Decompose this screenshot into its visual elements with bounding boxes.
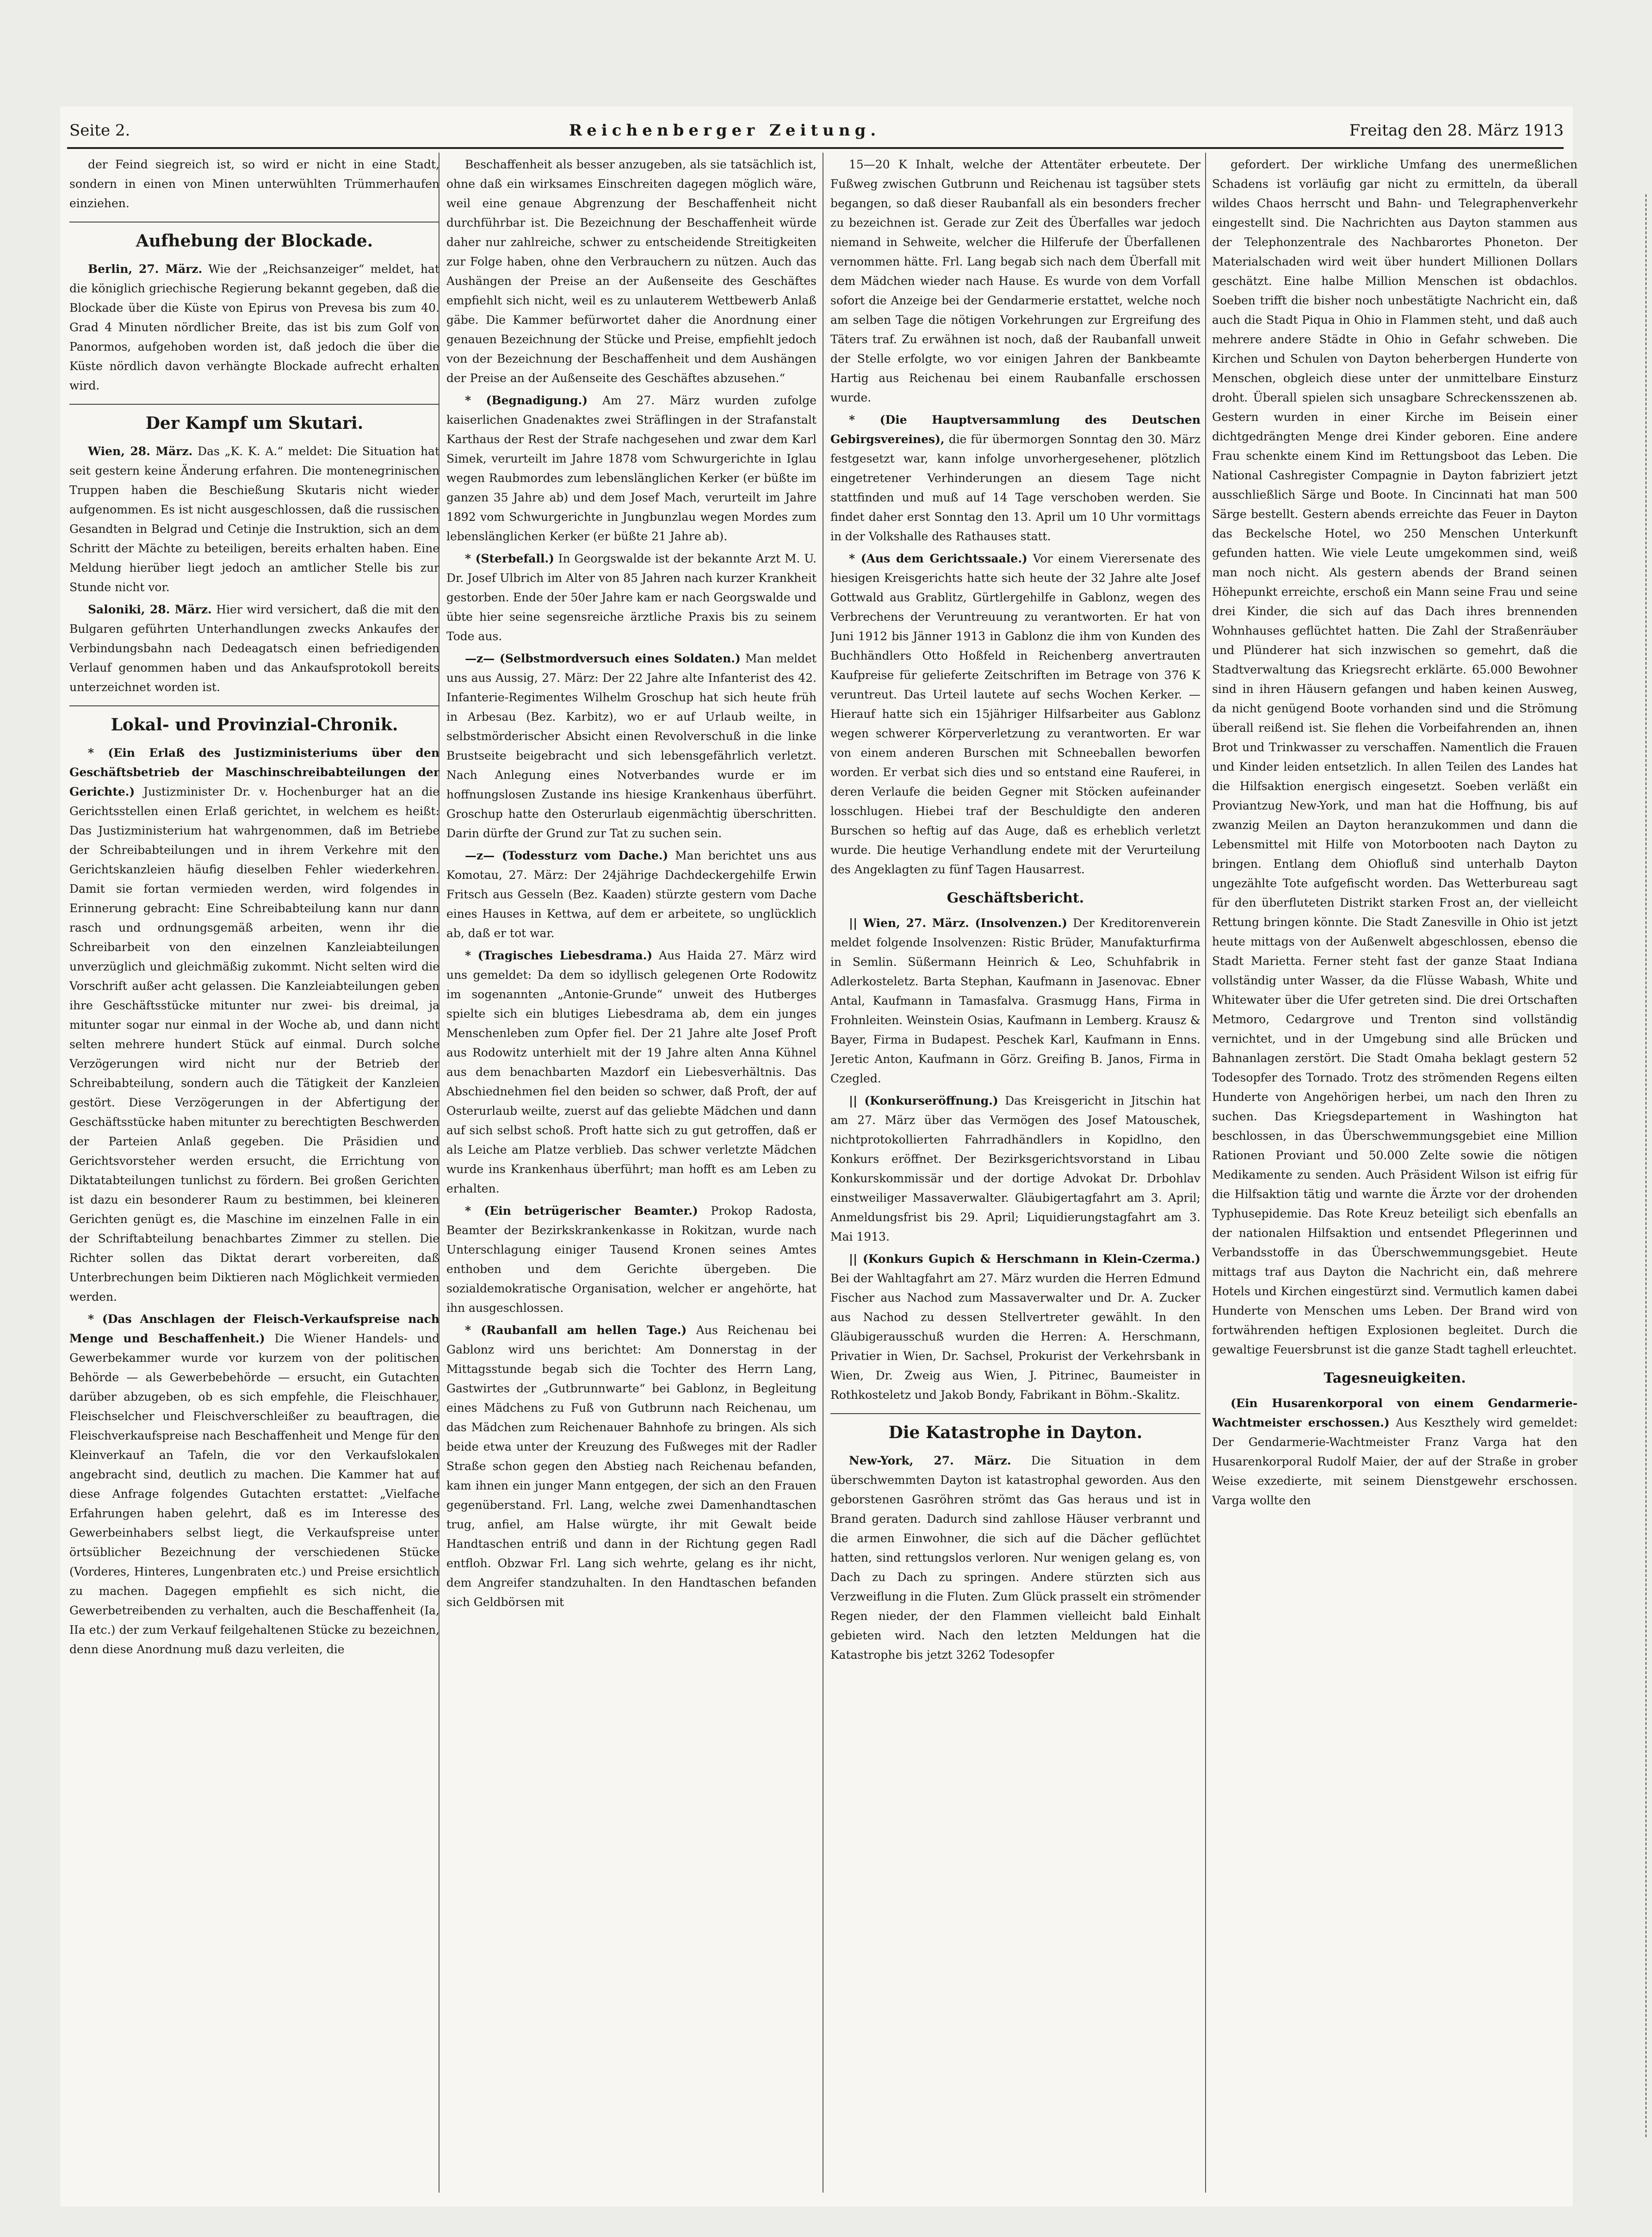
article-section (69, 155, 439, 213)
paragraph-text: Die Wiener Handels- und Gewerbekammer wurde vor kurzem von der politischen Behörde — als Gewerbebehörde — ersucht, ein Gutachten darüber abzugeben, ob es sich empfehle, die Fleischhauer, Fleischselcher und Fleischverschleißer zu beauftragen, die Fleischverkaufspreise nach Beschaffenheit und Menge für den Kleinverkauf an Tafeln, die vor den Verkaufslokalen angebracht sind, deutlich zu machen. Die Kammer hat auf diese Anfrage folgendes Gutachten erstattet: „Vielfache Erfahrungen haben gelehrt, daß es im Interesse des Gewerbeinhabers selbst liegt, die Verkaufspreise unter örtsüblicher Bezeichnung der verschiedenen Stücke (Vorderes, Hinteres, Lungenbraten etc.) und Preise ersichtlich zu machen. Dagegen empfiehlt es sich nicht, die Gewerbetreibenden zu verhalten, auch die Beschaffenheit (Ia, IIa etc.) der zum Verkauf feilgehaltenen Stücke zu bezeichnen, denn diese Anordnung muß dazu verleiten, die (69, 1332, 439, 1656)
paragraph-text: Justizminister Dr. v. Hochenburger hat an die Gerichtsstellen einen Erlaß gerichtet, in welchem es heißt: Das Justizministerium hat wahrgenommen, daß im Betriebe der Schreibabteilungen und in ihrem Verkehre mit den Gerichtskanzleien häufig dieselben Fehler wiederkehren. Damit sie fortan vermieden werden, wird folgendes in Erinnerung gebracht: Eine Schreibabteilung kann nur dann rasch und ordnungsgemäß arbeiten, wenn ihr die Schreibarbeit von den einzelnen Kanzleiabteilungen unverzüglich und gleichmäßig zukommt. Nicht selten wird die Vorschrift außer acht gelassen. Die Kanzleiabteilungen geben ihre Geschäftsstücke mitunter nur zwei- bis dreimal, ja mitunter sogar nur einmal in der Woche ab, und dann nicht selten mehrere hundert Stück auf einmal. Durch solche Verzögerungen wird nicht nur der Betrieb der Schreibabteilung, sondern auch die Tätigkeit der Kanzleien gestört. Diese Verzögerungen in der Abfertigung der Geschäftsstücke haben mitunter zu berechtigten Beschwerden der Parteien Anlaß gegeben. Die Präsidien und Gerichtsvorsteher werden ersucht, die Errichtung von Diktatabteilungen tunlichst zu fördern. Bei großen Gerichten ist dazu ein besonderer Raum zu bestimmen, bei kleineren Gerichten genügt es, die Maschine im einzelnen Falle in ein der Schriftabteilung benachbartes Zimmer zu stellen. Die Richter sollen das Diktat derart vorbereiten, daß Unterbrechungen beim Diktieren nach Möglichkeit vermieden werden. (69, 785, 439, 1304)
article-paragraph (830, 914, 1200, 1088)
article-paragraph (830, 410, 1200, 546)
paragraph-text: Hier wird versichert, daß die mit den Bulgaren geführten Unterhandlungen zwecks Ankaufes der Verbindungsbahn nach Dedeagatsch einen befriedigenden Verlauf genommen haben und das Ankaufsprotokoll bereits unterzeichnet worden ist. (69, 603, 439, 694)
article-section (1212, 1368, 1578, 1510)
fold-edge (1646, 194, 1652, 2137)
paragraph-lead: * (Tragisches Liebesdrama.) (465, 949, 653, 962)
paragraph-lead: * (Die Hauptversammlung des Deutschen Gebirgsvereines), (830, 413, 1200, 446)
paragraph-text: der Feind siegreich ist, so wird er nicht in eine Stadt, sondern in einen von Minen unterwühlten Trümmerhaufen einziehen. (69, 158, 439, 210)
paragraph-text: Das Kreisgericht in Jitschin hat am 27. März über das Vermögen des Josef Matouschek, nichtprotokollierten Fahrradhändlers in Kopidlno, den Konkurs eröffnet. Der Bezirksgerichtsvorstand in Libau Konkurskommissär und der dortige Advokat Dr. Drbohlav einstweiliger Massaverwalter. Gläubigertagfahrt am 3. April; Anmeldungsfrist bis 29. April; Liquidierungstagfahrt am 3. Mai 1913. (830, 1094, 1200, 1243)
article-paragraph (69, 155, 439, 213)
article-paragraph (69, 743, 439, 1307)
article-paragraph (830, 1451, 1200, 1665)
paragraph-text: Beschaffenheit als besser anzugeben, als sie tatsächlich ist, ohne daß ein wirksames Einschreiten dagegen möglich wäre, weil eine genaue Abgrenzung der Beschaffenheit nicht durchführbar ist. Die Bezeichnung der Beschaffenheit würde daher nur zahlreiche, schwer zu entscheidende Streitigkeiten zur Folge haben, ohne den Verbrauchern zu nützen. Auch das Aushängen der Preise an der Außenseite des Geschäftes empfiehlt sich nicht, weil es zu unlauterem Wettbewerb Anlaß gäbe. Die Kammer befürwortet daher die Anordnung einer genauen Bezeichnung der Stücke und Preise, empfiehlt jedoch von der Bezeichnung der Beschaffenheit und dem Aushängen der Preise an der Außenseite des Geschäftes abzusehen.“ (446, 158, 817, 385)
section-heading: Die Katastrophe in Dayton. (830, 1413, 1200, 1446)
article-section (446, 155, 817, 1612)
issue-date: Freitag den 28. März 1913 (1349, 121, 1564, 140)
paragraph-text: Wie der „Reichsanzeiger“ meldet, hat die königlich griechische Regierung bekannt gegeben, daß die Blockade über die Küste von Epirus von Prevesa bis zum 40. Grad 4 Minuten nördlicher Breite, das ist bis zum Golf von Panormos, aufgehoben worden ist, daß jedoch die über die Küste nördlich davon verhängte Blockade aufrecht erhalten wird. (69, 262, 439, 392)
paragraph-lead: * (Ein Erlaß des Justizministeriums über den Geschäftsbetrieb der Maschinschreibabteilungen der Gerichte.) (69, 746, 439, 798)
column-4 (1212, 155, 1578, 2190)
column-2 (446, 155, 817, 2190)
article-paragraph (830, 1249, 1200, 1405)
paragraph-lead: || Wien, 27. März. (Insolvenzen.) (849, 916, 1068, 930)
paragraph-text: Prokop Radosta, Beamter der Bezirkskrankenkasse in Rokitzan, wurde nach Unterschlagung einiger Tausend Kronen seines Amtes enthoben und dem Gerichte übergeben. Die sozialdemokratische Organisation, welcher er angehörte, hat ihn ausgeschlossen. (446, 1204, 817, 1315)
article-section (69, 222, 439, 395)
paragraph-lead: * (Aus dem Gerichtssaale.) (849, 552, 1027, 565)
article-paragraph (830, 549, 1200, 879)
column-1 (69, 155, 439, 2190)
section-heading: Aufhebung der Blockade. (69, 222, 439, 255)
paragraph-text: 15—20 K Inhalt, welche der Attentäter erbeutete. Der Fußweg zwischen Gutbrunn und Reichenau ist tagsüber stets begangen, so daß dieser Raubanfall als ein besonders frecher zu bezeichnen ist. Gerade zur Zeit des Überfalles war jedoch niemand in Sehweite, welcher die Hilferufe der Überfallenen vernommen hätte. Frl. Lang begab sich nach dem Überfall mit dem Mädchen wieder nach Hause. Es wurde von dem Vorfall sofort die Anzeige bei der Gendarmerie erstattet, welche noch am selben Tage die nötigen Vorkehrungen zur Ergreifung des Täters traf. Zu erwähnen ist noch, daß der Raubanfall unweit der Stelle erfolgte, wo vor einigen Jahren der Bankbeamte Hartig aus Reichenau bei einem Raubanfalle erschossen wurde. (830, 158, 1200, 404)
paragraph-text: In Georgswalde ist der bekannte Arzt M. U. Dr. Josef Ulbrich im Alter von 85 Jahren nach kurzer Krankheit gestorben. Ende der 50er Jahre kam er nach Georgswalde und übte hier seine segensreiche ärztliche Praxis bis zu seinem Tode aus. (446, 552, 817, 643)
paragraph-lead: Saloniki, 28. März. (88, 603, 212, 616)
paragraph-text: Das „K. K. A.“ meldet: Die Situation hat seit gestern keine Änderung erfahren. Die montenegrinischen Truppen haben die Beschießung Skutaris nicht wieder aufgenommen. Es ist nicht ausgeschlossen, daß die russischen Gesandten in Belgrad und Cetinje die Instruktion, sich an dem Schritt der Mächte zu beteiligen, bereits erhalten haben. Eine Meldung hierüber liegt jedoch an amtlicher Stelle bis zur Stunde nicht vor. (69, 445, 439, 594)
paragraph-lead: || (Konkurs Gupich & Herschmann in Klein-Czerma.) (849, 1252, 1200, 1266)
article-section (1212, 155, 1578, 1360)
article-paragraph (446, 846, 817, 943)
paragraph-text: Vor einem Vierersenate des hiesigen Kreisgerichts hatte sich heute der 32 Jahre alte Josef Gottwald aus Grablitz, Gürtlergehilfe in Gablonz, wegen des Verbrechens der Veruntreuung zu verantworten. Er hat von Juni 1912 bis Jänner 1913 in Gablonz die ihm von Kunden des Buchhändlers Otto Hoßfeld in Reichenberg anvertrauten Kaufpreise für gelieferte Zeitschriften im Betrage von 376 K veruntreut. Das Urteil lautete auf sechs Wochen Kerker. — Hierauf hatte sich ein 15jähriger Hilfsarbeiter aus Gablonz wegen schwerer Körperverletzung zu verantworten. Er war von einem anderen Burschen mit Schneeballen beworfen worden. Er verbat sich dies und so entstand eine Rauferei, in deren Verlaufe die beiden Gegner mit Stöcken aufeinander losschlugen. Hiebei traf der Beschuldigte den anderen Burschen so heftig auf das Auge, daß es erheblich verletzt wurde. Die heutige Verhandlung endete mit der Verurteilung des Angeklagten zu fünf Tagen Hausarrest. (830, 552, 1200, 876)
paragraph-lead: Berlin, 27. März. (88, 262, 203, 276)
paragraph-lead: * (Das Anschlagen der Fleisch-Verkaufspreise nach Menge und Beschaffenheit.) (69, 1312, 439, 1345)
paragraph-text: Aus Haida 27. März wird uns gemeldet: Da dem so idyllisch gelegenen Orte Rodowitz im sogenannten „Antonie-Grunde“ unweit des Hutberges spielte sich ein blutiges Liebesdrama ab, dem ein junges Menschenleben zum Opfer fiel. Der 21 Jahre alte Josef Proft aus Rodowitz unterhielt mit der 19 Jahre alten Anna Kühnel aus dem benachbarten Mazdorf ein Liebesverhältnis. Das Abschiednehmen fiel den beiden so schwer, daß Proft, der auf Osterurlaub weilte, zuerst auf das geliebte Mädchen und dann auf sich selbst schoß. Proft hatte sich zu gut getroffen, daß er als Leiche am Platze verblieb. Das schwer verletzte Mädchen wurde ins Krankenhaus überführt; man hofft es am Leben zu erhalten. (446, 949, 817, 1195)
paragraph-text: Aus Keszthely wird gemeldet: Der Gendarmerie-Wachtmeister Franz Varga hat den Husarenkorporal Rudolf Maier, der auf der Straße in grober Weise exzedierte, mit seinem Dienstgewehr erschossen. Varga wollte den (1212, 1416, 1578, 1507)
paragraph-lead: * (Raubanfall am hellen Tage.) (465, 1323, 687, 1337)
article-paragraph (446, 1321, 817, 1612)
paragraph-lead: * (Ein betrügerischer Beamter.) (465, 1204, 698, 1217)
section-heading: Der Kampf um Skutari. (69, 404, 439, 437)
paragraph-text: Bei der Wahltagfahrt am 27. März wurden die Herren Edmund Fischer aus Nachod zum Massaverwalter und Dr. A. Zucker aus Nachod zu dessen Stellvertreter gewählt. In den Gläubigerausschuß wurden die Herren: A. Herschmann, Privatier in Wien, Dr. Sachsel, Prokurist der Verkehrsbank in Wien, Dr. Zweig aus Wien, J. Pitrinec, Baumeister in Rothkosteletz und Jakob Bondy, Fabrikant in Böhm.-Skalitz. (830, 1272, 1200, 1402)
paragraph-text: gefordert. Der wirkliche Umfang des unermeßlichen Schadens ist vorläufig gar nicht zu ermitteln, da überall wildes Chaos herrscht und Bahn- und Telegraphenverkehr eingestellt sind. Die Nachrichten aus Dayton stammen aus der Telephonzentrale des Nachbarortes Phoneton. Der Materialschaden wird weit über hundert Millionen Dollars geschätzt. Eine halbe Million Menschen ist obdachlos. Soeben trifft die bisher noch unbestätigte Nachricht ein, daß auch die Stadt Piqua in Ohio in Flammen steht, und daß auch mehrere andere Städte in Ohio in Gefahr schweben. Die Kirchen und Schulen von Dayton beherbergen Hunderte von Menschen, obgleich diese unter der unmittelbare Einsturz droht. Überall spielen sich unsagbare Schreckensszenen ab. Gestern wurden in einer Kirche im Beisein einer dichtgedrängten Menge drei Kinder geboren. Eine andere Frau schenkte einem Kind im Rettungsboot das Leben. Die National Cashregister Compagnie in Dayton fabriziert jetzt ausschließlich Särge und Boote. In Cincinnati hat man 500 Särge bestellt. Gestern abends erreichte das Feuer in Dayton das Beckelsche Hotel, wo 250 Menschen Unterkunft gefunden hatten. Wie viele Leute umgekommen sind, weiß man noch nicht. Als gestern abends der Brand seinen Höhepunkt erreichte, erschoß ein Mann seine Frau und seine drei Kinder, die sich auf das Dach ihres brennenden Wohnhauses geflüchtet hatten. Die Zahl der Straßenräuber und Plünderer hat sich inzwischen so gemehrt, daß die Stadtverwaltung das Kriegsrecht erklärte. 65.000 Bewohner sind in ihren Häusern gefangen und haben keinen Ausweg, da nicht genügend Boote vorhanden sind und die Strömung überall reißend ist. Sie flehen die Vorbeifahrenden an, ihnen Brot und Trinkwasser zu verschaffen. Namentlich die Frauen und Kinder leiden entsetzlich. In allen Teilen des Landes hat die Hilfsaktion energisch eingesetzt. Soeben verläßt ein Proviantzug New-York, und man hat die Hoffnung, bis auf zwanzig Meilen an Dayton heranzukommen und dann die Lebensmittel mit Hilfe von Motorbooten nach Dayton zu bringen. Entlang dem Ohiofluß sind unterhalb Dayton ungezählte Tote aufgefischt worden. Das Wetterbureau sagt für den überfluteten Distrikt starken Frost an, der vielleicht Rettung bringen könnte. Die Stadt Zanesville in Ohio ist jetzt heute mittags von der Außenwelt abgeschlossen, ebenso die Stadt Marietta. Ferner steht fast der ganze Staat Indiana vollständig unter Wasser, da die Flüsse Wabash, White und Whitewater über die Ufer getreten sind. Die drei Ortschaften Metmoro, Cedargrove und Trenton sind vollständig vernichtet, und in der Umgebung sind alle Brücken und Bahnanlagen zerstört. Die Stadt Omaha beklagt gestern 52 Todesopfer des Tornado. Trotz des strömenden Regens eilten Hunderte von Angehörigen herbei, um nach den Ihren zu suchen. Das Kriegsdepartement in Washington hat beschlossen, in das Überschwemmungsgebiet eine Million Rationen Proviant und 50.000 Zelte sowie die nötigen Medikamente zu senden. Auch Präsident Wilson ist eifrig für die Hilfsaktion tätig und warnte die Ärzte vor der drohenden Typhusepidemie. Das Rote Kreuz beteiligt sich ebenfalls an der nationalen Hilfsaktion und entsendet Pflegerinnen und Verbandsstoffe in das Überschwemmungsgebiet. Heute mittags traf aus Dayton die Nachricht ein, daß mehrere Hotels und Kirchen eingestürzt sind. Vermutlich kamen dabei Hunderte von Menschen ums Leben. Der Brand wird von fortwährenden heftigen Explosionen begleitet. Durch die gewaltige Feuersbrunst ist die ganze Stadt taghell erleuchtet. (1212, 158, 1578, 1356)
article-paragraph (446, 155, 817, 388)
article-paragraph (69, 442, 439, 597)
paragraph-text: Man meldet uns aus Aussig, 27. März: Der 22 Jahre alte Infanterist des 42. Infanterie-Regimentes Wilhelm Groschup hat sich heute früh in Arbesau (Bez. Karbitz), wo er auf Urlaub weilte, in selbstmörderischer Absicht einen Revolverschuß in die linke Brustseite beigebracht und sich lebensgefährlich verletzt. Nach Anlegung eines Notverbandes wurde er im hoffnungslosen Zustande ins hiesige Krankenhaus überführt. Groschup hatte den Osterurlaub eigenmächtig überschritten. Darin dürfte der Grund zur Tat zu suchen sein. (446, 652, 817, 840)
paragraph-lead: || (Konkurseröffnung.) (849, 1094, 998, 1107)
paragraph-lead: Wien, 28. März. (88, 445, 193, 458)
section-heading: Geschäftsbericht. (947, 890, 1084, 906)
article-paragraph (446, 391, 817, 546)
paragraph-text: Die Situation in dem überschwemmten Dayton ist katastrophal geworden. Aus den geborstenen Gasröhren strömt das Gas heraus und ist in Brand geraten. Dadurch sind zahllose Häuser verbrannt und die armen Einwohner, die sich auf die Dächer geflüchtet hatten, sind rettungslos verloren. Nur wenigen gelang es, von Dach zu Dach zu springen. Andere stürzten sich aus Verzweiflung in die Fluten. Zum Glück prasselt ein strömender Regen nieder, der den Flammen vielleicht bald Einhalt gebieten wird. Nach den letzten Meldungen hat die Katastrophe bis jetzt 3262 Todesopfer (830, 1454, 1200, 1662)
paragraph-lead: —z— (Selbstmordversuch eines Soldaten.) (465, 652, 741, 665)
paragraph-text: Der Kreditorenverein meldet folgende Insolvenzen: Ristic Brüder, Manufakturfirma in Semlin. Süßermann Heinrich & Leo, Schuhfabrik in Adlerkosteletz. Barta Stephan, Kaufmann in Jasenovac. Ebner Antal, Kaufmann in Tamasfalva. Grasmugg Hans, Firma in Frohnleiten. Weinstein Osias, Kaufmann in Lemberg. Krausz & Bayer, Firma in Budapest. Peschek Karl, Kaufmann in Enns. Jeretic Anton, Kaufmann in Görz. Greifing B. Janos, Firma in Czegled. (830, 916, 1200, 1085)
article-section (830, 888, 1200, 1405)
paragraph-lead: —z— (Todessturz vom Dache.) (465, 849, 668, 862)
paragraph-lead: New-York, 27. März. (849, 1454, 1011, 1467)
page-header (60, 121, 1564, 149)
paragraph-text: die für übermorgen Sonntag den 30. März festgesetzt war, kann infolge unvorhergesehener, plötzlich eingetretener Verhinderungen an diesem Tage nicht stattfinden und muß auf 14 Tage verschoben werden. Sie findet daher erst Sonntag den 13. April um 10 Uhr vormittags in der Volkshalle des Rathauses statt. (830, 433, 1200, 543)
page-number: Seite 2. (69, 121, 130, 140)
article-section (69, 705, 439, 1659)
paragraph-text: Am 27. März wurden zufolge kaiserlichen Gnadenaktes zwei Sträflingen in der Strafanstalt Karthaus der Rest der Strafe nachgesehen und zwar dem Karl Simek, verurteilt im Jahre 1878 vom Schwurgerichte in Iglau wegen Raubmordes zum lebenslänglichen Kerker (er büßte im ganzen 35 Jahre ab) und dem Josef Mach, verurteilt im Jahre 1892 vom Schwurgerichte in Jungbunzlau wegen Mordes zum lebenslänglichen Kerker (er büßte 21 Jahre ab). (446, 394, 817, 543)
column-3 (830, 155, 1200, 2190)
article-section (69, 404, 439, 697)
paragraph-lead: * (Sterbefall.) (465, 552, 554, 565)
article-section (830, 1413, 1200, 1665)
article-paragraph (69, 1310, 439, 1659)
article-paragraph (446, 549, 817, 646)
section-heading: Tagesneuigkeiten. (1324, 1370, 1466, 1386)
newspaper-title: Reichenberger Zeitung. (569, 121, 881, 140)
article-paragraph (446, 1201, 817, 1318)
article-paragraph (830, 1091, 1200, 1247)
article-paragraph (1212, 155, 1578, 1360)
article-paragraph (830, 155, 1200, 408)
column-divider (1205, 153, 1206, 2193)
paragraph-lead: * (Begnadigung.) (465, 394, 588, 407)
paragraph-text: Aus Reichenau bei Gablonz wird uns berichtet: Am Donnerstag in der Mittagsstunde begab sich die Tochter des Herrn Lang, Gastwirtes der „Gutbrunnwarte“ bei Gablonz, in Begleitung eines Mädchens zu Fuß von Gutbrunn nach Reichenau, um das Mädchen zum Reichenauer Bahnhofe zu bringen. Als sich beide etwa unter der Kreuzung des Fußweges mit der Radler Straße schon gegen den Abstieg nach Reichenau befanden, kam ihnen ein junger Mann entgegen, der sich an den Frauen gegenüberstand. Frl. Lang, welche zwei Damenhandtaschen trug, anfiel, am Halse würgte, ihr mit Gewalt beide Handtaschen entriß und dann in der Richtung gegen Radl entfloh. Obzwar Frl. Lang sich wehrte, gelang es ihr nicht, dem Angreifer standzuhalten. In den Handtaschen befanden sich Geldbörsen mit (446, 1323, 817, 1609)
article-paragraph (69, 600, 439, 697)
section-heading: Lokal- und Provinzial-Chronik. (69, 705, 439, 739)
paragraph-text: Man berichtet uns aus Komotau, 27. März: Der 24jährige Dachdeckergehilfe Erwin Fritsch aus Gesseln (Bez. Kaaden) stürzte gestern vom Dache eines Hauses in Kettwa, auf dem er arbeitete, so unglücklich ab, daß er tot war. (446, 849, 817, 940)
article-section (830, 155, 1200, 879)
article-paragraph (1212, 1394, 1578, 1510)
header-rule (67, 147, 1564, 149)
article-paragraph (446, 946, 817, 1199)
article-paragraph (446, 649, 817, 843)
paragraph-lead: (Ein Husarenkorporal von einem Gendarmerie-Wachtmeister erschossen.) (1212, 1397, 1578, 1429)
article-paragraph (69, 260, 439, 395)
